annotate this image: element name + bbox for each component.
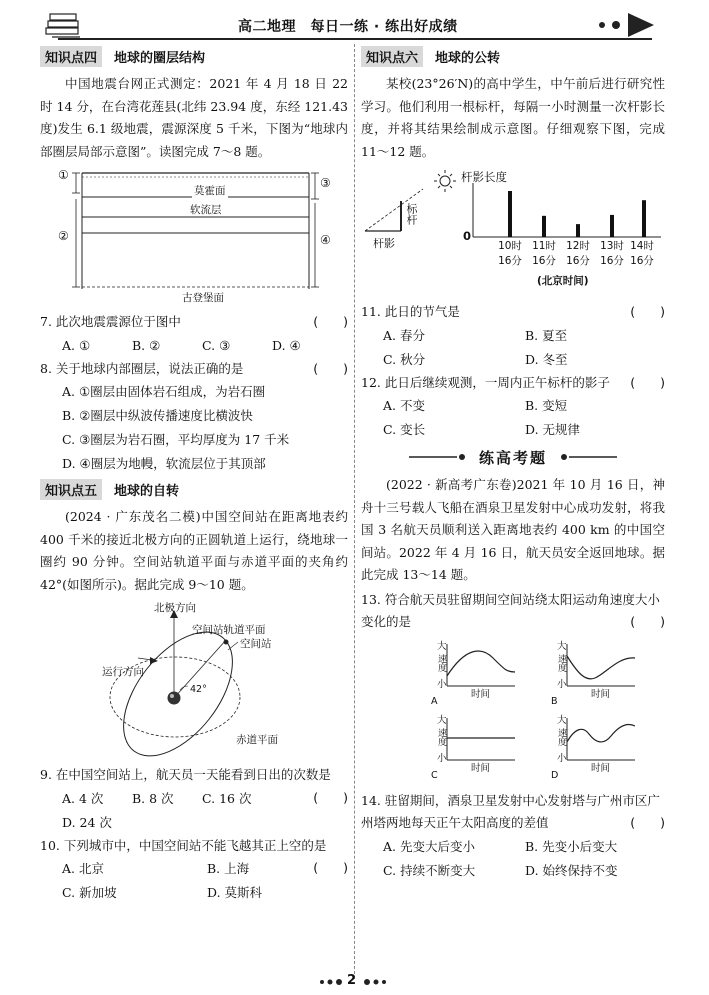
book-stack-icon [44,8,84,42]
kp5-title: 地球的自转 [114,483,180,499]
kp5-intro: (2024 · 广东茂名二模)中国空间站在距离地表约 400 千米的接近北极方向的正圆轨道上运行，绕地球一圈约 90 分钟。空间站轨道平面与赤道平面的夹角约 42°(如图所示)。据此完成 9～10 题。 [40,509,348,592]
left-column [40,45,348,905]
graph-a-small: 小 [437,678,447,690]
graph-c-letter: C [431,769,438,781]
sun-icon [434,170,456,192]
layer-1-label: ① [58,168,69,182]
q10-stem: 10. 下列城市中，中国空间站不能飞越其正上空的是 ( ) [40,835,348,858]
footer-left-dots-icon [318,978,344,986]
q10-option-b[interactable]: B. 上海 [207,861,250,876]
shadow-diagram [361,167,661,295]
q11-option-b[interactable]: B. 夏至 [525,327,568,343]
shadow-bar-3 [610,215,614,237]
q11-answer-blank[interactable]: ( ) [630,304,665,319]
graph-c-big: 大 [437,714,447,726]
q8-options [40,380,348,476]
q12-option-c[interactable]: C. 变长 [383,422,426,437]
kp4-title: 地球的圈层结构 [114,50,206,66]
q12-answer-blank[interactable]: ( ) [630,374,665,390]
q12-option-b[interactable]: B. 变短 [525,398,568,413]
q14-option-b[interactable]: B. 先变小后变大 [525,838,618,854]
kp6-heading [361,45,665,67]
kp6-tag: 知识点六 [361,46,423,67]
kp4-intro: 中国地震台网正式测定：2021 年 4 月 18 日 22 时 14 分，在台湾花莲县(北纬 23.94 度，东经 121.43 度)发生 6.1 级地震，震源深度 5 千米，下图为“地球内部圈层局部示意图”。读图完成 7～8 题。 [40,76,348,159]
q14-option-d[interactable]: D. 始终保持不变 [525,862,618,878]
graph-c [447,718,515,760]
graph-a-letter: A [431,695,438,707]
q8-option-a[interactable]: A. ①圈层由固体岩石组成，为岩石圈 [62,384,266,399]
q8-stem: 8. 关于地球内部圈层，说法正确的是 ( ) [40,358,348,381]
graph-a-time: 时间 [471,688,491,700]
graph-d-small: 小 [557,752,567,764]
q11-option-d[interactable]: D. 冬至 [525,351,568,367]
q13-graphs [361,638,661,786]
graph-b-small: 小 [557,678,567,690]
q14-option-a[interactable]: A. 先变大后变小 [383,838,475,854]
direction-label: 运行方向 [102,666,144,678]
shadow-length-axis-label: 杆影长度 [461,170,507,184]
graph-b-letter: B [551,695,558,707]
column-divider [354,44,355,979]
graph-c-small: 小 [437,752,447,764]
q9-option-d[interactable]: D. 24 次 [62,814,112,830]
graph-a-big: 大 [437,640,447,652]
q7-options [40,334,348,358]
asthenosphere-label: 软流层 [190,204,222,216]
time-axis-label: (北京时间) [537,275,589,287]
q10-options [40,857,313,905]
time-tick-0: 10时 16分 [498,240,522,267]
shadow-bar-4 [642,200,646,237]
layer-3-label: ③ [320,176,331,190]
q14-options [361,835,665,883]
gutenberg-label: 古登堡面 [182,292,224,304]
layer-2-label: ② [58,229,69,243]
page-number: 2 [347,973,357,988]
graph-c-time: 时间 [471,762,491,774]
graph-d-letter: D [551,769,559,781]
q7-answer-blank[interactable]: ( ) [313,314,348,329]
q12-option-d[interactable]: D. 无规律 [525,422,581,437]
footer-right-dots-icon [362,978,388,986]
origin-label: 0 [463,229,472,243]
graph-b [567,644,635,686]
practice-heading [361,444,665,470]
q14-stem: 14. 驻留期间，酒泉卫星发射中心发射塔与广州市区广州塔两地每天正午太阳高度的差值 ( ) [361,790,665,835]
q10-answer-blank[interactable]: ( ) [313,860,348,875]
shadow-bars [508,191,646,237]
q8-answer-blank[interactable]: ( ) [313,360,348,376]
q12-stem: 12. 此日后继续观测，一周内正午标杆的影子 ( ) [361,372,665,395]
practice-intro: (2022 · 新高考广东卷)2021 年 10 月 16 日，神舟十三号载人飞船在酒泉卫星发射中心成功发射，将我国 3 名航天员顺利送入距离地表约 400 km 的中国空间站。2022 年 4 月 16 日，航天员安全返回地球。据此完成 13～14 题。 [361,477,665,582]
q8-option-d[interactable]: D. ④圈层为地幔，软流层位于其顶部 [62,456,266,471]
q12-option-a[interactable]: A. 不变 [383,398,425,413]
time-tick-2: 12时 16分 [566,240,590,267]
kp4-heading [40,45,348,67]
q7-stem: 7. 此次地震震源位于图中 ( ) [40,311,348,334]
q14-option-c[interactable]: C. 持续不断变大 [383,862,476,878]
graph-d [567,718,635,760]
orbit-plane-label: 空间站轨道平面 [192,624,266,636]
shadow-figure [361,167,661,295]
earth-layers-figure [46,169,346,307]
q8-option-c[interactable]: C. ③圈层为岩石圈，平均厚度为 17 千米 [62,432,290,447]
shadow-bar-0 [508,191,512,237]
left-ornament-icon [409,452,469,462]
graph-c-speed: 速度 [436,727,446,746]
q13-answer-blank[interactable]: ( ) [630,614,665,629]
q12-options [361,394,665,442]
right-column [361,45,665,883]
layer-4-label: ④ [320,233,331,247]
kp5-heading [40,478,348,500]
graph-d-speed: 速度 [556,727,566,746]
header-rule [58,38,652,40]
q8-option-b[interactable]: B. ②圈层中纵波传播速度比横波快 [62,408,253,423]
time-tick-1: 11时 16分 [532,240,556,267]
kp6-title: 地球的公转 [435,50,501,66]
q10-option-a[interactable]: A. 北京 [62,861,104,876]
shadow-bar-1 [542,216,546,237]
q11-option-c[interactable]: C. 秋分 [383,351,426,367]
orbit-figure [40,602,340,762]
north-direction-label: 北极方向 [154,602,196,614]
q13-stem: 13. 符合航天员驻留期间空间站绕太阳运动角速度大小变化的是 ( ) [361,589,665,634]
q9-option-b[interactable]: B. 8 次 [132,790,174,806]
equator-plane-label: 赤道平面 [236,734,278,746]
station-label: 空间站 [240,638,272,650]
q7-option-a[interactable]: A. ① [62,337,91,353]
pole-label: 标杆 [405,203,418,225]
q13-graphs-diagram [361,638,661,786]
graph-b-speed: 速度 [556,653,566,672]
q10-option-d[interactable]: D. 莫斯科 [207,885,263,900]
graph-b-big: 大 [557,640,567,652]
header-title: 高二地理 每日一练 · 练出好成绩 [238,19,458,35]
q11-options [361,324,665,372]
kp5-tag: 知识点五 [40,479,102,500]
graph-d-big: 大 [557,714,567,726]
time-tick-3: 13时 16分 [600,240,624,267]
q9-option-a[interactable]: A. 4 次 [62,790,104,806]
q10-option-c[interactable]: C. 新加坡 [62,885,117,900]
time-tick-4: 14时 16分 [630,240,654,267]
right-ornament-icon [557,452,617,462]
q7-option-d[interactable]: D. ④ [272,337,301,353]
q9-option-c[interactable]: C. 16 次 [202,790,252,806]
q11-stem: 11. 此日的节气是 ( ) [361,301,665,324]
q11-option-a[interactable]: A. 春分 [383,327,425,343]
moho-label: 莫霍面 [194,185,226,197]
q9-options [40,787,313,835]
q7-option-c[interactable]: C. ③ [202,337,231,353]
graph-a-speed: 速度 [436,653,446,672]
angle-label: 42° [190,684,207,695]
q9-stem: 9. 在中国空间站上，航天员一天能看到日出的次数是 ( ) [40,764,348,787]
kp6-intro: 某校(23°26′N)的高中学生，中午前后进行研究性学习。他们利用一根标杆，每隔一小时测量一次杆影长度，并将其结果绘制成示意图。仔细观察下图，完成 11～12 题。 [361,76,665,159]
q9-answer-blank[interactable]: ( ) [313,789,348,805]
practice-title: 练高考题 [478,448,547,467]
orbit-diagram [40,602,340,762]
graph-d-time: 时间 [591,762,611,774]
kp4-tag: 知识点四 [40,46,102,67]
graph-a [447,644,515,686]
shadow-bar-2 [576,224,580,237]
q14-answer-blank[interactable]: ( ) [630,815,665,830]
q7-option-b[interactable]: B. ② [132,337,161,353]
header-arrow-icon [596,10,666,40]
graph-b-time: 时间 [591,688,611,700]
shadow-label: 杆影 [373,237,395,250]
